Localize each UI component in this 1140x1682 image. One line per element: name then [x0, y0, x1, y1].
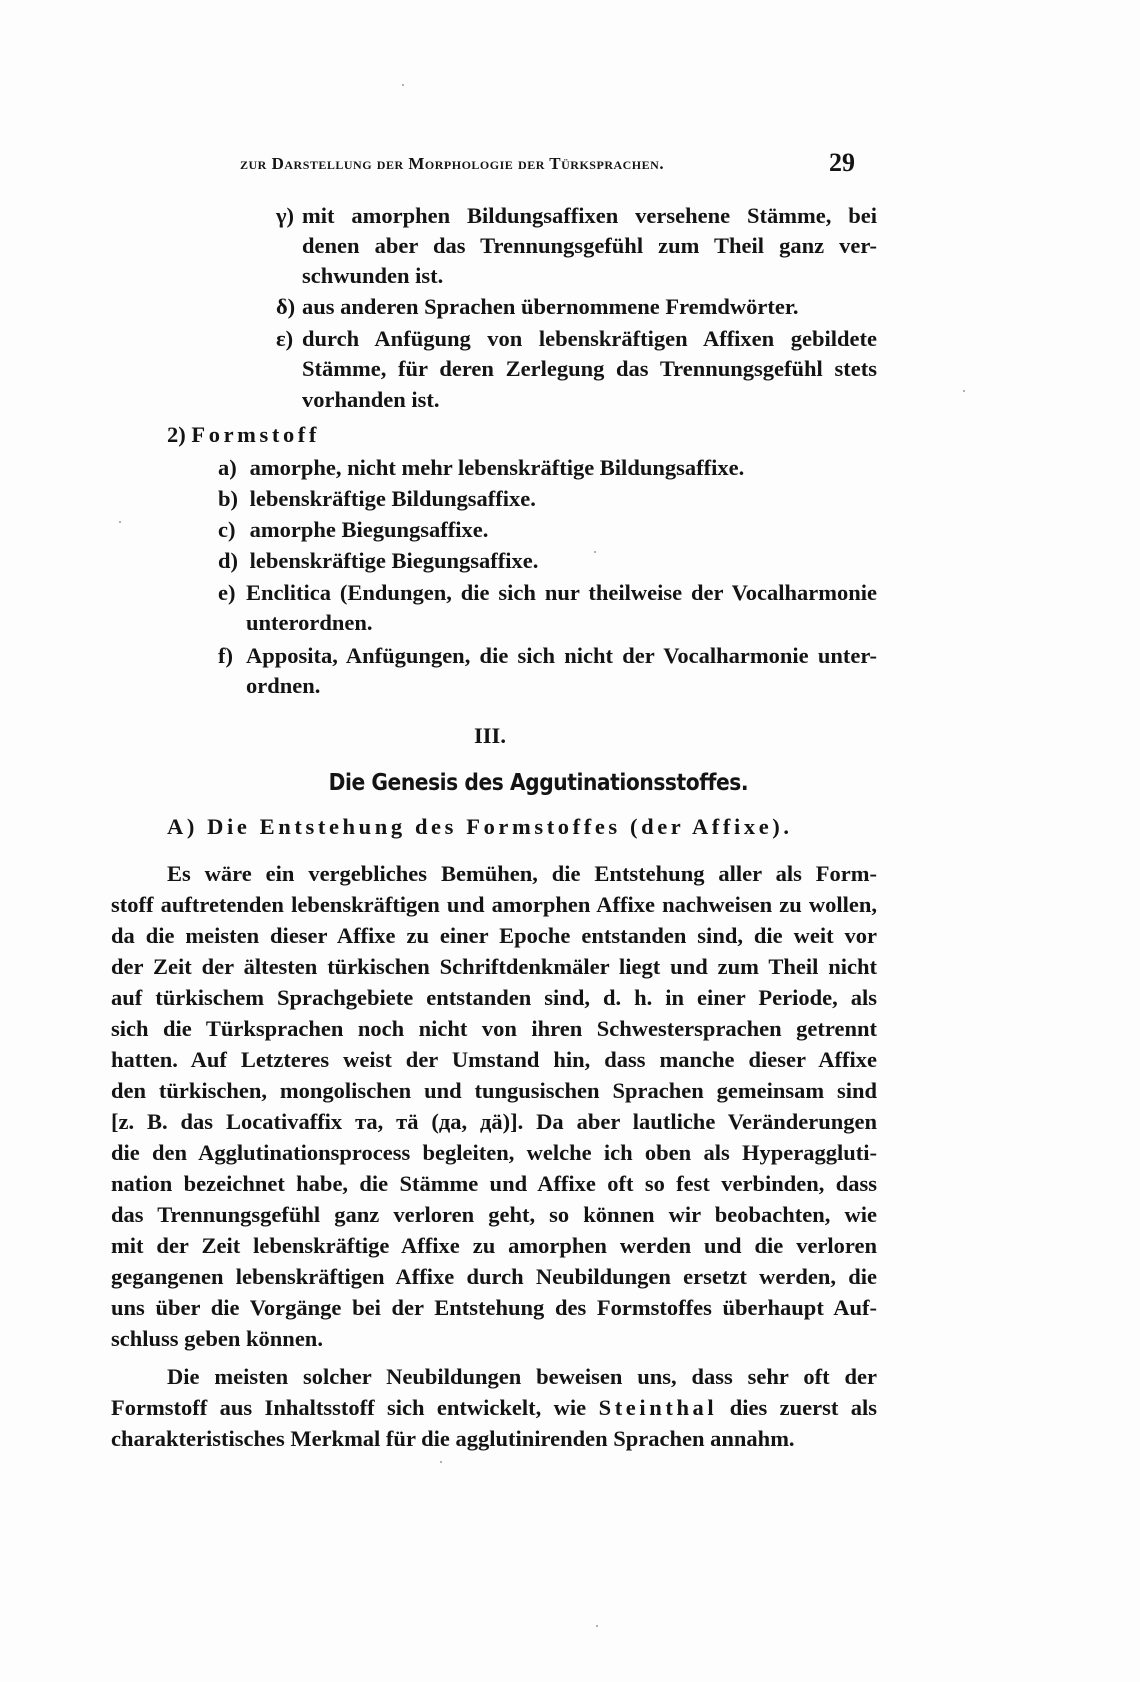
list-item — [218, 546, 538, 576]
paragraph-line: stoff auftretenden lebenskräftigen und amorphen Affixe nachweisen zu wollen, — [111, 892, 877, 917]
paragraph-line: mit der Zeit lebenskräftige Affixe zu amorphen werden und die verloren — [111, 1233, 877, 1258]
paragraph-line: den türkischen, mongolischen und tungusischen Sprachen gemeinsam sind — [111, 1078, 877, 1103]
paragraph-line: nation bezeichnet habe, die Stämme und Affixe oft so fest verbinden, dass — [111, 1171, 877, 1196]
list-item-epsilon — [276, 324, 302, 354]
running-title: zur Darstellung der Morphologie der Türksprachen. — [240, 154, 665, 173]
paragraph-text: Formstoff aus Inhaltsstoff sich entwickelt, wie — [111, 1395, 587, 1420]
subsection-heading: A) Die Entstehung des Formstoffes (der Affixe). — [167, 814, 793, 839]
list-marker: c) — [218, 517, 236, 542]
list-marker: ε) — [276, 326, 294, 351]
list-marker: δ) — [276, 294, 296, 319]
paragraph-text: dies zuerst als — [729, 1395, 878, 1420]
list-item — [218, 578, 244, 608]
paragraph-line: der Zeit der ältesten türkischen Schriftdenkmäler liegt und zum Theil nicht — [111, 954, 877, 979]
list-item — [218, 515, 488, 545]
list-item — [218, 484, 536, 514]
section-number: 2) — [167, 422, 186, 447]
running-head — [240, 150, 855, 180]
paragraph-line: charakteristisches Merkmal für die agglutinirenden Sprachen annahm. — [111, 1426, 795, 1451]
list-marker: d) — [218, 548, 239, 573]
paragraph-line: gegangenen lebenskräftigen Affixe durch Neubildungen ersetzt werden, die — [111, 1264, 877, 1289]
list-line: unterordnen. — [246, 610, 373, 635]
paragraph-line — [111, 1393, 877, 1423]
list-marker: f) — [218, 643, 233, 668]
page-number: 29 — [829, 148, 855, 177]
list-item-delta — [276, 292, 302, 322]
paragraph-line: sich die Türksprachen noch nicht von ihren Schwestersprachen getrennt — [111, 1016, 877, 1041]
list-line: aus anderen Sprachen übernommene Fremdwörter. — [302, 294, 799, 319]
list-marker: a) — [218, 455, 237, 480]
paragraph-line: Es wäre ein vergebliches Bemühen, die Entstehung aller als Form- — [167, 861, 877, 886]
paragraph-line: das Trennungsgefühl ganz verloren geht, so können wir beobachten, wie — [111, 1202, 877, 1227]
list-line: amorphe, nicht mehr lebenskräftige Bildungsaffixe. — [249, 455, 745, 480]
list-line: Apposita, Anfügungen, die sich nicht der Vocalharmonie unter- — [246, 643, 877, 668]
list-marker: b) — [218, 486, 239, 511]
paragraph-line: die den Agglutinationsprocess begleiten, welche ich oben als Hyperaggluti- — [111, 1140, 877, 1165]
list-line: schwunden ist. — [302, 263, 444, 288]
list-marker: e) — [218, 580, 236, 605]
list-line: denen aber das Trennungsgefühl zum Theil ganz ver- — [302, 233, 877, 258]
paragraph-line: uns über die Vorgänge bei der Entstehung des Formstoffes überhaupt Auf- — [111, 1295, 877, 1320]
list-item-gamma — [276, 201, 302, 231]
paragraph-line: auf türkischem Sprachgebiete entstanden sind, d. h. in einer Periode, als — [111, 985, 877, 1010]
list-item — [218, 641, 244, 671]
list-line: Enclitica (Endungen, die sich nur theilweise der Vocalharmonie — [246, 580, 877, 605]
section-heading — [167, 420, 320, 450]
list-line: durch Anfügung von lebenskräftigen Affixen gebildete — [302, 326, 877, 351]
paragraph-line: hatten. Auf Letzteres weist der Umstand hin, dass manche dieser Affixe — [111, 1047, 877, 1072]
list-line: amorphe Biegungsaffixe. — [249, 517, 489, 542]
list-line: vorhanden ist. — [302, 387, 440, 412]
list-item — [218, 453, 744, 483]
section-title: Formstoff — [191, 422, 320, 447]
list-line: ordnen. — [246, 673, 321, 698]
chapter-title-text: Die Genesis des Aggutinationsstoffes. — [328, 770, 749, 796]
chapter-numeral: III. — [474, 723, 506, 748]
list-line: lebenskräftige Biegungsaffixe. — [249, 548, 539, 573]
author-name: Steinthal — [598, 1395, 718, 1420]
list-line: Stämme, für deren Zerlegung das Trennungsgefühl stets — [302, 356, 877, 381]
paragraph-line: da die meisten dieser Affixe zu einer Epoche entstanden sind, die weit vor — [111, 923, 877, 948]
list-line: mit amorphen Bildungsaffixen versehene Stämme, bei — [302, 203, 877, 228]
paragraph-line: Die meisten solcher Neubildungen beweisen uns, dass sehr oft der — [167, 1364, 877, 1389]
paragraph-line: schluss geben können. — [111, 1326, 323, 1351]
paragraph-line: [z. B. das Locativaffix та, тä (да, дä)]. Da aber lautliche Veränderungen — [111, 1109, 877, 1134]
chapter-title — [300, 768, 749, 798]
list-marker: γ) — [276, 203, 295, 228]
list-line: lebenskräftige Bildungsaffixe. — [249, 486, 536, 511]
